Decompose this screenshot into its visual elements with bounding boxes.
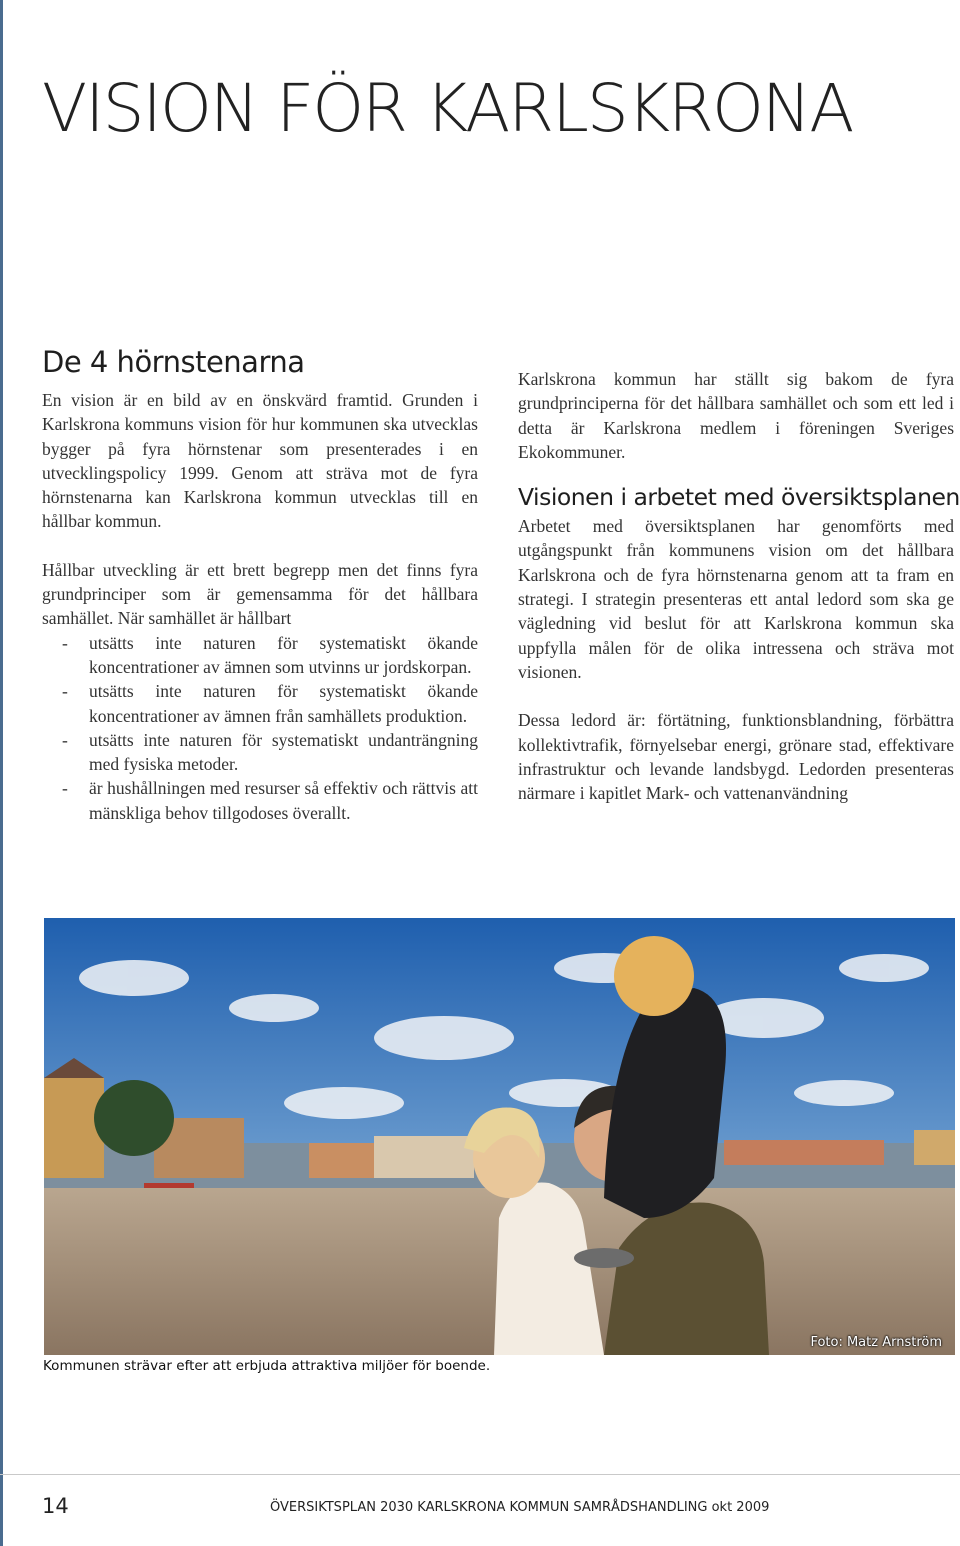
list-item-text: utsätts inte naturen för systematiskt ökande koncentrationer av ämnen från samhällets produktion. <box>89 681 478 726</box>
keywords-paragraph: Dessa ledord är: förtätning, funktionsblandning, förbättra kollektivtrafik, förnyelsebar energi, grönare stad, effektivare infrastruktur och levande landsbygd. Ledorden presenteras närmare i kapitlet Mark- och vattenanvändning <box>518 710 954 804</box>
photo-caption: Kommunen strävar efter att erbjuda attraktiva miljöer för boende. <box>43 1358 491 1374</box>
footer-divider <box>0 1474 960 1475</box>
right-column <box>518 367 960 805</box>
intro-paragraph: En vision är en bild av en önskvärd framtid. Grunden i Karlskrona kommuns vision för hur kommunen ska utvecklas bygger på fyra hörnstenar som presenterades i en utvecklingspolicy 1999. Genom att sträva mot de fyra hörnstenarna kan Karlskrona kommun utvecklas till en hållbar kommun. <box>42 390 478 532</box>
ekokommuner-paragraph: Karlskrona kommun har ställt sig bakom de fyra grundprinciperna för det hållbara samhället och som ett led i detta är Karlskrona medlem i föreningen Sveriges Ekokommuner. <box>518 369 954 462</box>
list-item-text: utsätts inte naturen för systematiskt ökande koncentrationer av ämnen som utvinns ur jordskorpan. <box>89 632 478 677</box>
dash-bullet: - <box>62 778 68 799</box>
list-item-text: är hushållningen med resurser så effektiv och rättvis att mänskliga behov tillgodoses överallt. <box>89 778 478 823</box>
principles-list <box>42 631 478 825</box>
list-item <box>42 776 478 825</box>
sustainability-paragraph: Hållbar utveckling är ett brett begrepp men det finns fyra grundprinciper som är gemensamma för det hållbara samhället. När samhället är hållbart <box>42 559 478 629</box>
page-title: VISION FÖR KARLSKRONA <box>42 70 853 147</box>
photo-illustration <box>44 918 955 1355</box>
dash-bullet: - <box>62 681 68 702</box>
page-edge-rule <box>0 0 3 1546</box>
list-item <box>42 728 478 777</box>
photo-credit: Foto: Matz Arnström <box>810 1335 942 1350</box>
footer-publication-title: ÖVERSIKTSPLAN 2030 KARLSKRONA KOMMUN SAMRÅDSHANDLING okt 2009 <box>270 1500 770 1515</box>
section-heading-cornerstones: De 4 hörnstenarna <box>42 345 305 379</box>
dash-bullet: - <box>62 632 68 653</box>
list-item <box>42 679 478 728</box>
strategy-paragraph: Arbetet med översiktsplanen har genomförts med utgångspunkt från kommunens vision om det hållbara Karlskrona och de fyra hörnstenarna genom att ta fram en strategi. I strategin presenteras ett antal ledord som ska ge vägledning vid beslut för att Karlskrona kommun ska uppfylla målen för de olika intressena och sträva mot visionen. <box>518 516 954 682</box>
list-item-text: utsätts inte naturen för systematiskt undanträngning med fysiska metoder. <box>89 729 478 775</box>
list-item <box>42 631 478 680</box>
family-harbour-photo <box>44 918 955 1355</box>
page-number: 14 <box>42 1494 69 1518</box>
left-column <box>42 344 478 825</box>
section-heading-vision: Visionen i arbetet med översiktsplanen <box>518 483 960 512</box>
dash-bullet: - <box>62 729 68 750</box>
